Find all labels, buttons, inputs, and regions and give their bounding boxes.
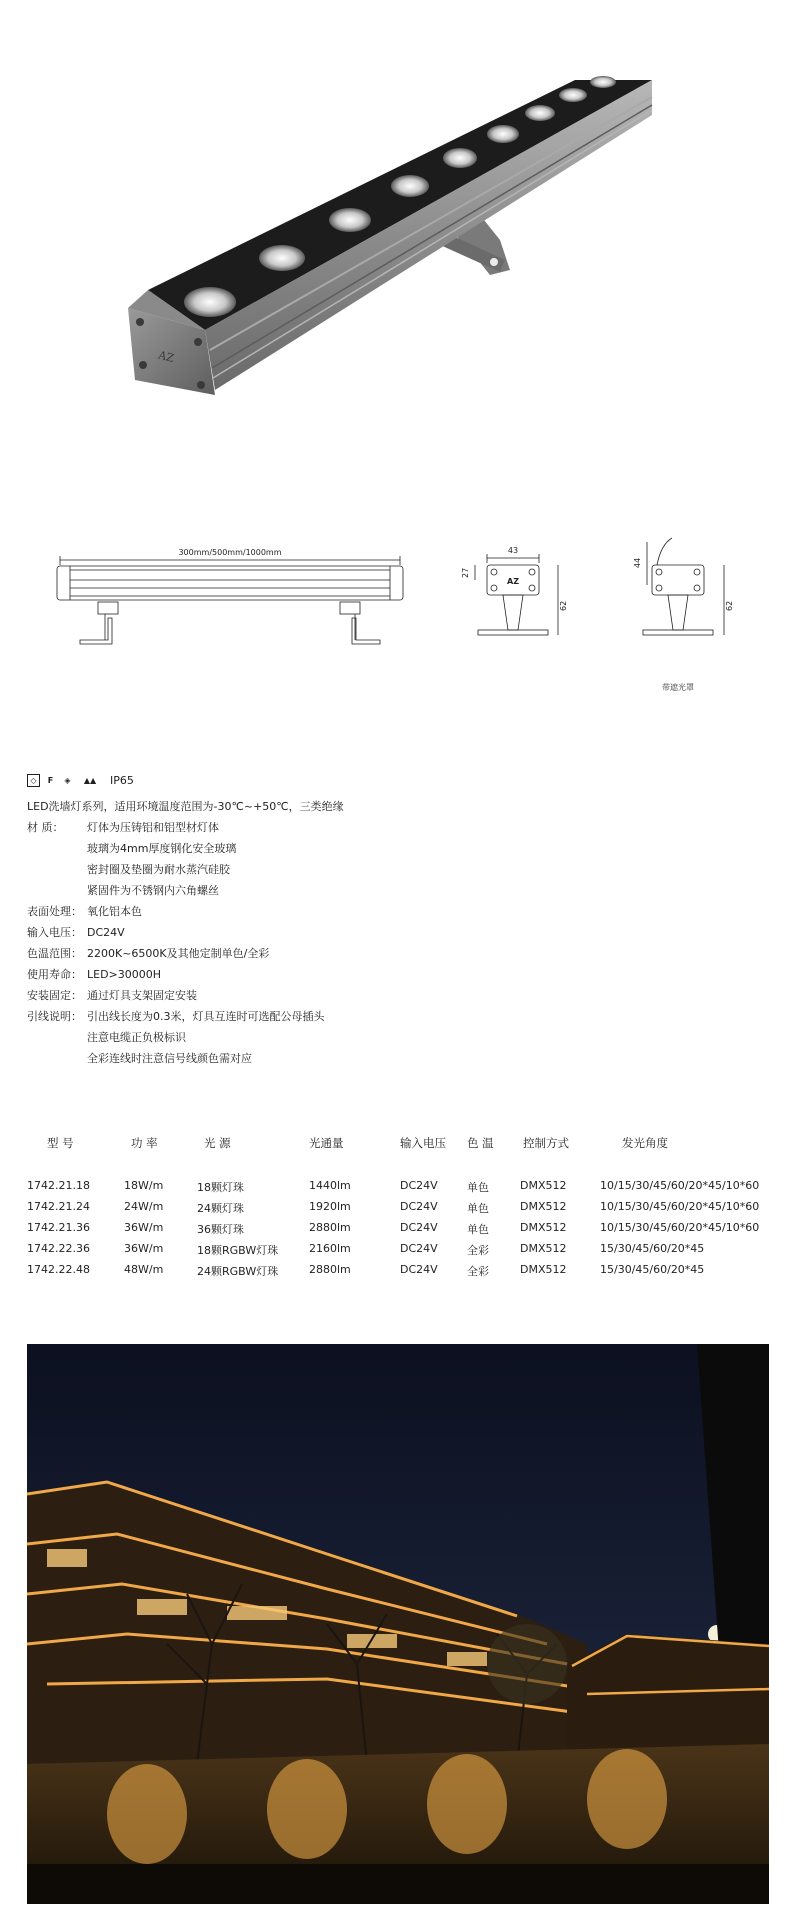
length-dimension: 300mm/500mm/1000mm — [178, 548, 282, 557]
specifications — [27, 796, 727, 1069]
cell-control: DMX512 — [520, 1263, 567, 1276]
cell-source: 18颗RGBW灯珠 — [197, 1244, 279, 1257]
spec-material-line: 玻璃为4mm厚度钢化安全玻璃 — [87, 842, 237, 855]
cell-model: 1742.21.36 — [27, 1221, 90, 1234]
cell-beam: 15/30/45/60/20*45 — [600, 1263, 705, 1276]
header-beam: 发光角度 — [622, 1136, 668, 1150]
f-mark-icon: F — [47, 775, 54, 785]
table-row — [27, 1179, 777, 1200]
header-flux: 光通量 — [309, 1136, 344, 1150]
spec-intro: LED洗墙灯系列，适用环境温度范围为-30℃~+50℃，三类绝缘 — [27, 800, 344, 813]
cell-control: DMX512 — [520, 1242, 567, 1255]
cell-power: 18W/m — [124, 1179, 164, 1192]
cell-beam: 10/15/30/45/60/20*45/10*60 — [600, 1221, 760, 1234]
spec-life: 使用寿命： LED>30000H — [27, 968, 162, 981]
cell-flux: 2880lm — [309, 1221, 351, 1234]
cell-flux: 1920lm — [309, 1200, 351, 1213]
cell-model: 1742.22.36 — [27, 1242, 90, 1255]
cell-flux: 1440lm — [309, 1179, 351, 1192]
spec-cct: 色温范围： 2200K~6500K及其他定制单色/全彩 — [27, 947, 270, 960]
cell-flux: 2160lm — [309, 1242, 351, 1255]
brand-engraving: AZ — [156, 348, 176, 366]
cell-control: DMX512 — [520, 1221, 567, 1234]
shield-height-top: 44 — [633, 557, 642, 568]
cell-cct: 全彩 — [467, 1244, 489, 1257]
cell-beam: 10/15/30/45/60/20*45/10*60 — [600, 1200, 760, 1213]
cell-flux: 2880lm — [309, 1263, 351, 1276]
spec-material-line: 紧固件为不锈钢内六角螺丝 — [87, 884, 219, 897]
header-model: 型 号 — [47, 1136, 74, 1150]
cell-beam: 15/30/45/60/20*45 — [600, 1242, 705, 1255]
certification-row — [27, 772, 134, 788]
spec-voltage: 输入电压： DC24V — [27, 926, 125, 939]
cell-voltage: DC24V — [400, 1179, 438, 1192]
spec-install: 安装固定： 通过灯具支架固定安装 — [27, 989, 197, 1002]
header-control: 控制方式 — [523, 1136, 569, 1150]
cell-cct: 单色 — [467, 1202, 489, 1215]
table-row — [27, 1200, 777, 1221]
cell-source: 36颗灯珠 — [197, 1223, 244, 1236]
spec-material-line: 密封圈及垫圈为耐水蒸汽硅胶 — [87, 863, 230, 876]
cell-voltage: DC24V — [400, 1221, 438, 1234]
height-dimension-total: 62 — [559, 600, 568, 611]
cell-voltage: DC24V — [400, 1242, 438, 1255]
cell-source: 24颗RGBW灯珠 — [197, 1265, 279, 1278]
diamond-icon: ◈ — [64, 775, 71, 785]
ip-rating: IP65 — [110, 773, 134, 787]
table-body — [27, 1179, 777, 1284]
table-row — [27, 1221, 777, 1242]
application-photo — [27, 1344, 769, 1904]
technical-drawings — [0, 520, 790, 710]
shield-view-drawing — [633, 538, 734, 692]
spec-wire-line: 全彩连线时注意信号线颜色需对应 — [87, 1052, 252, 1065]
cell-model: 1742.21.18 — [27, 1179, 90, 1192]
front-view-drawing — [57, 548, 403, 644]
shield-height-total: 62 — [725, 600, 734, 611]
side-view-drawing — [461, 546, 568, 635]
spec-wire-line: 注意电缆正负极标识 — [87, 1031, 186, 1044]
warning-triangle-icon: ▲▲ — [83, 775, 97, 785]
table-row — [27, 1263, 777, 1284]
cell-model: 1742.21.24 — [27, 1200, 90, 1213]
cell-voltage: DC24V — [400, 1263, 438, 1276]
cell-cct: 全彩 — [467, 1265, 489, 1278]
cell-cct: 单色 — [467, 1223, 489, 1236]
cell-model: 1742.22.48 — [27, 1263, 90, 1276]
table-header — [27, 1135, 777, 1179]
cell-control: DMX512 — [520, 1200, 567, 1213]
cell-cct: 单色 — [467, 1181, 489, 1194]
width-dimension: 43 — [507, 546, 519, 555]
height-dimension-top: 27 — [461, 567, 470, 578]
cell-power: 36W/m — [124, 1242, 164, 1255]
cell-power: 24W/m — [124, 1200, 164, 1213]
header-voltage: 输入电压 — [400, 1136, 446, 1150]
spec-material — [27, 817, 727, 838]
header-source: 光 源 — [204, 1136, 231, 1150]
spec-material-label: 材 质： — [27, 821, 64, 834]
spec-wire: 引线说明： 引出线长度为0.3米，灯具互连时可选配公母插头 — [27, 1010, 325, 1023]
header-power: 功 率 — [131, 1136, 158, 1150]
cell-power: 48W/m — [124, 1263, 164, 1276]
table-row — [27, 1242, 777, 1263]
product-image — [0, 0, 790, 480]
cell-power: 36W/m — [124, 1221, 164, 1234]
cell-source: 24颗灯珠 — [197, 1202, 244, 1215]
ce-mark-icon: ◇ — [27, 774, 40, 787]
shield-caption: 带遮光罩 — [662, 683, 694, 692]
cell-beam: 10/15/30/45/60/20*45/10*60 — [600, 1179, 760, 1192]
cell-source: 18颗灯珠 — [197, 1181, 244, 1194]
svg-text:AZ: AZ — [507, 577, 519, 586]
spec-material-line: 灯体为压铸铝和铝型材灯体 — [87, 821, 219, 834]
header-cct: 色 温 — [467, 1136, 494, 1150]
cell-voltage: DC24V — [400, 1200, 438, 1213]
cell-control: DMX512 — [520, 1179, 567, 1192]
spec-surface: 表面处理： 氧化铝本色 — [27, 905, 142, 918]
model-table — [27, 1135, 777, 1284]
